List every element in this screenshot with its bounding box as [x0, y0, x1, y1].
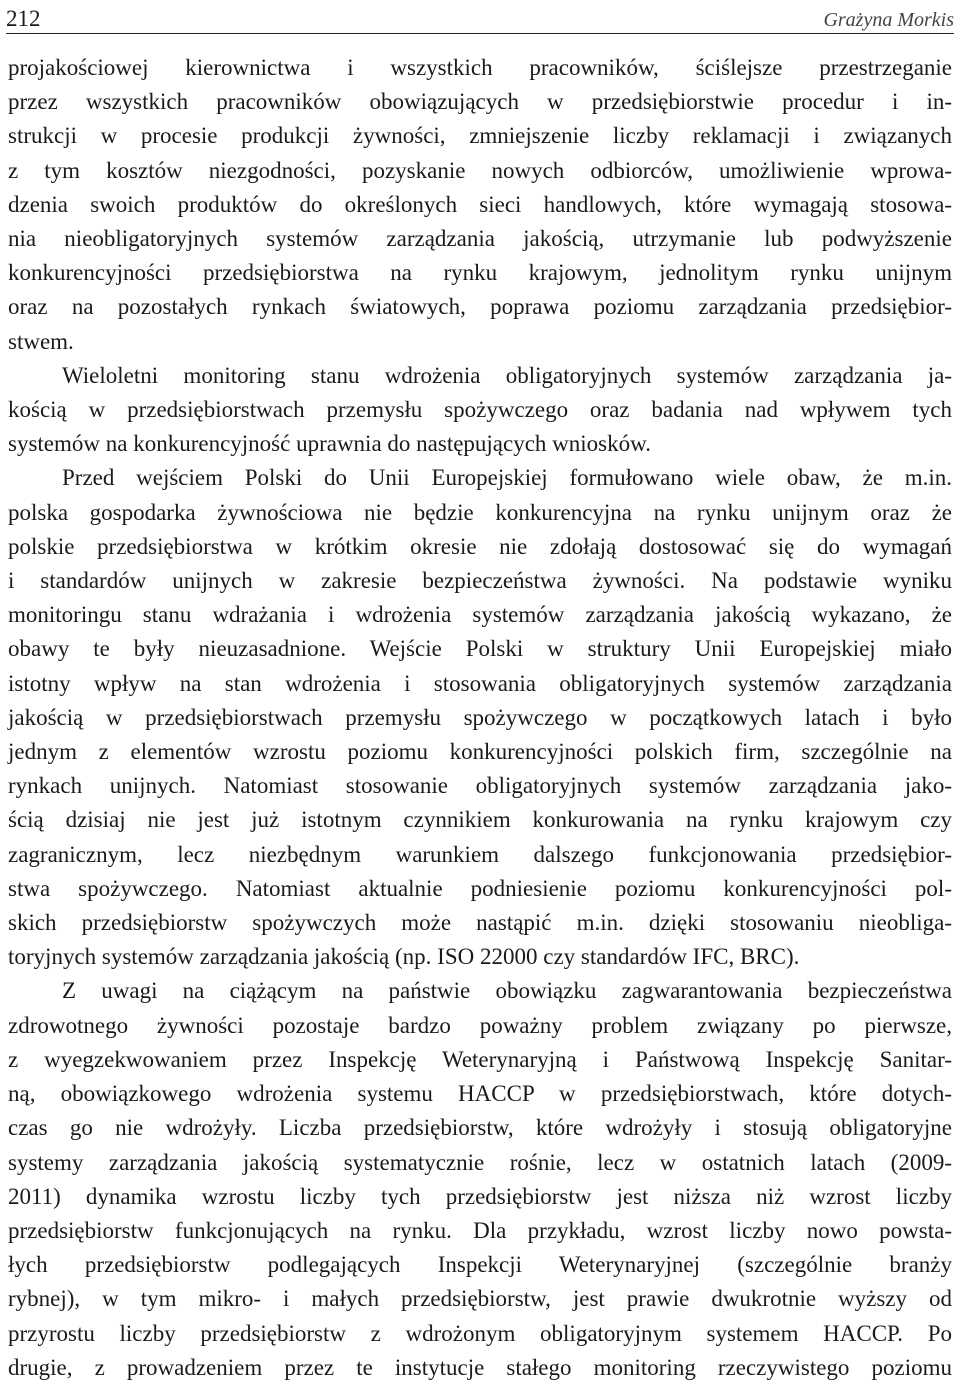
text-line: przez wszystkich pracowników obowiązujących w przedsiębiorstwie procedur i in-: [8, 89, 952, 115]
page-number: 212: [6, 6, 41, 31]
text-line: kością w przedsiębiorstwach przemysłu spożywczego oraz badania nad wpływem tych: [8, 397, 952, 423]
text-line: polska gospodarka żywnościowa nie będzie konkurencyjna na rynku unijnym oraz że: [8, 499, 952, 525]
text-line: Z uwagi na ciążącym na państwie obowiązku zagwarantowania bezpieczeństwa: [62, 978, 952, 1004]
text-line: z wyegzekwowaniem przez Inspekcję Weterynaryjną i Państwową Inspekcję Sanitar-: [8, 1046, 952, 1072]
text-line: łych przedsiębiorstw podlegających Inspekcji Weterynaryjnej (szczególnie branży: [8, 1252, 952, 1278]
text-line: ną, obowiązkowego wdrożenia systemu HACCP w przedsiębiorstwach, które dotych-: [8, 1081, 952, 1107]
paragraph: [8, 359, 952, 462]
text-line: istotny wpływ na stan wdrożenia i stosowania obligatoryjnych systemów zarządzania: [8, 670, 952, 696]
text-line: monitoringu stanu wdrażania i wdrożenia systemów zarządzania jakością wykazano, że: [8, 602, 952, 628]
text-line: systemy zarządzania jakością systematycznie rośnie, lecz w ostatnich latach (2009-: [8, 1149, 952, 1175]
text-line: Przed wejściem Polski do Unii Europejskiej formułowano wiele obaw, że m.in.: [62, 465, 952, 491]
text-line: drugie, z prowadzeniem przez te instytucje stałego monitoring rzeczywistego poziomu: [8, 1354, 952, 1380]
text-line: jednym z elementów wzrostu poziomu konkurencyjności polskich firm, szczególnie na: [8, 739, 952, 765]
text-line: dzenia swoich produktów do określonych sieci handlowych, które wymagają stosowa-: [8, 191, 952, 217]
text-line: rynkach unijnych. Natomiast stosowanie obligatoryjnych systemów zarządzania jako-: [8, 773, 952, 799]
paragraph: [8, 974, 952, 1384]
page-header: [6, 0, 954, 34]
text-line: czas go nie wdrożyły. Liczba przedsiębiorstw, które wdrożyły i stosują obligatoryjne: [8, 1115, 952, 1141]
text-line: konkurencyjności przedsiębiorstwa na rynku krajowym, jednolitym rynku unijnym: [8, 260, 952, 286]
text-line: jakością w przedsiębiorstwach przemysłu spożywczego w początkowych latach i było: [8, 704, 952, 730]
text-line: ścią dzisiaj nie jest już istotnym czynnikiem konkurowania na rynku krajowym czy: [8, 807, 952, 833]
body-text: [8, 51, 952, 1385]
text-line: zdrowotnego żywności pozostaje bardzo poważny problem związany po pierwsze,: [8, 1012, 952, 1038]
text-line: stwa spożywczego. Natomiast aktualnie podniesienie poziomu konkurencyjności pol-: [8, 875, 952, 901]
text-line: toryjnych systemów zarządzania jakością (np. ISO 22000 czy standardów IFC, BRC).: [8, 944, 800, 970]
text-line: z tym kosztów niezgodności, pozyskanie nowych odbiorców, umożliwienie wprowa-: [8, 157, 952, 183]
text-line: strukcji w procesie produkcji żywności, zmniejszenie liczby reklamacji i związanych: [8, 123, 952, 149]
text-line: obawy te były nieuzasadnione. Wejście Polski w struktury Unii Europejskiej miało: [8, 636, 952, 662]
paragraph: [8, 51, 952, 359]
text-line: przyrostu liczby przedsiębiorstw z wdrożonym obligatoryjnym systemem HACCP. Po: [8, 1320, 952, 1346]
text-line: 2011) dynamika wzrostu liczby tych przedsiębiorstw jest niższa niż wzrost liczby: [8, 1183, 952, 1209]
text-line: przedsiębiorstw funkcjonujących na rynku. Dla przykładu, wzrost liczby nowo powsta-: [8, 1217, 952, 1243]
text-line: Wieloletni monitoring stanu wdrożenia obligatoryjnych systemów zarządzania ja-: [62, 362, 952, 388]
text-line: stwem.: [8, 328, 74, 354]
text-line: skich przedsiębiorstw spożywczych może nastąpić m.in. dzięki stosowaniu nieobliga-: [8, 910, 952, 936]
text-line: i standardów unijnych w zakresie bezpieczeństwa żywności. Na podstawie wyniku: [8, 568, 952, 594]
text-line: projakościowej kierownictwa i wszystkich pracowników, ściślejsze przestrzeganie: [8, 55, 952, 80]
text-line: systemów na konkurencyjność uprawnia do następujących wniosków.: [8, 431, 652, 457]
paragraph: [8, 461, 952, 974]
text-line: rybnej), w tym mikro- i małych przedsiębiorstw, jest prawie dwukrotnie wyższy od: [8, 1286, 952, 1312]
text-line: nia nieobligatoryjnych systemów zarządzania jakością, utrzymanie lub podwyższenie: [8, 226, 952, 252]
text-line: zagranicznym, lecz niezbędnym warunkiem dalszego funkcjonowania przedsiębior-: [8, 841, 952, 867]
text-line: polskie przedsiębiorstwa w krótkim okresie nie zdołają dostosować się do wymagań: [8, 533, 952, 559]
running-head-author: Grażyna Morkis: [823, 9, 954, 31]
text-line: oraz na pozostałych rynkach światowych, poprawa poziomu zarządzania przedsiębior-: [8, 294, 952, 320]
